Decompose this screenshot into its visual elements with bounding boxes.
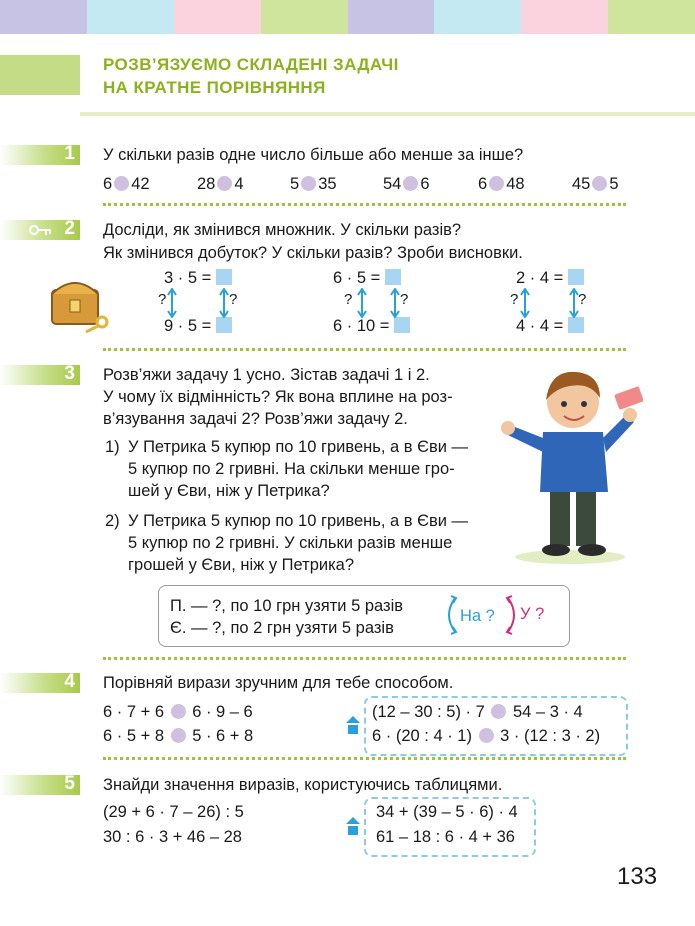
header-stripe <box>521 0 609 34</box>
equation-top: 6 · 5 = <box>333 268 401 289</box>
header-stripe <box>174 0 262 34</box>
expression-compare: (12 – 30 : 5) · 7 54 – 3 · 4 <box>372 703 583 721</box>
dotted-divider <box>103 203 626 206</box>
answer-box[interactable] <box>216 317 232 333</box>
equation-top: 3 · 5 = <box>164 268 232 289</box>
boy-illustration <box>498 360 643 565</box>
answer-box[interactable] <box>568 269 584 285</box>
dotted-divider <box>103 757 626 760</box>
equation-bottom: 6 · 10 = <box>333 316 410 337</box>
equation-bottom: 9 · 5 = <box>164 316 232 337</box>
problem-1-line: шей у Єви, ніж у Петрика? <box>128 482 330 500</box>
page-title <box>103 53 399 99</box>
compare-circle[interactable] <box>217 176 232 191</box>
question-mark: ? <box>344 291 353 308</box>
bracket-arrow-icon <box>441 594 461 636</box>
compare-circle[interactable] <box>479 728 494 743</box>
house-icon <box>345 816 361 836</box>
double-arrow-icon <box>217 288 231 318</box>
note-line-1: П. — ?, по 10 грн узяти 5 разів <box>170 597 404 615</box>
dotted-divider <box>103 657 626 660</box>
compare-circle[interactable] <box>171 728 186 743</box>
expression: 34 + (39 – 5 · 6) · 4 <box>376 803 518 821</box>
compare-circle[interactable] <box>171 704 186 719</box>
expression-compare: 6 · 7 + 6 6 · 9 – 6 <box>103 703 253 721</box>
double-arrow-icon <box>355 288 369 318</box>
header-stripe <box>434 0 522 34</box>
compare-pair: 5 35 <box>290 175 337 193</box>
problem-2-label: 2) <box>105 512 120 530</box>
equation-top: 2 · 4 = <box>516 268 584 289</box>
problem-2-line: У Петрика 5 купюр по 10 гривень, а в Єви — <box>128 512 469 530</box>
task1-text: У скільки разів одне число більше або менше за інше? <box>103 146 524 164</box>
equation-bottom: 4 · 4 = <box>516 316 584 337</box>
answer-box[interactable] <box>216 269 232 285</box>
compare-circle[interactable] <box>592 176 607 191</box>
problem-1-line: 5 купюр по 2 гривні. На скільки менше гро- <box>128 460 455 478</box>
task3-intro-1: Розв’яжи задачу 1 усно. Зістав задачі 1 і 2. <box>103 366 430 384</box>
expression-compare: 6 · (20 : 4 · 1) 3 · (12 : 3 · 2) <box>372 727 601 745</box>
expression-compare: 6 · 5 + 8 5 · 6 + 8 <box>103 727 254 745</box>
double-arrow-icon <box>388 288 402 318</box>
double-arrow-icon <box>165 288 179 318</box>
problem-1-line: У Петрика 5 купюр по 10 гривень, а в Єви — <box>128 438 469 456</box>
task2-line-1: Досліди, як змінився множник. У скільки разів? <box>103 221 462 239</box>
house-icon <box>345 715 361 735</box>
task-number-5: 5 <box>0 775 80 795</box>
compare-circle[interactable] <box>114 176 129 191</box>
title-underline <box>80 112 695 116</box>
header-stripe <box>0 0 88 34</box>
u-label: У ? <box>520 605 545 623</box>
question-mark: ? <box>510 291 519 308</box>
answer-box[interactable] <box>394 317 410 333</box>
task-number-3: 3 <box>0 365 80 385</box>
compare-pair: 6 48 <box>478 175 525 193</box>
expression: 30 : 6 · 3 + 46 – 28 <box>103 828 242 846</box>
compare-pair: 45 5 <box>572 175 619 193</box>
na-label: На ? <box>460 607 495 625</box>
key-icon <box>28 224 52 236</box>
task5-text: Знайди значення виразів, користуючись таблицями. <box>103 776 503 794</box>
task4-text: Порівняй вирази зручним для тебе способом. <box>103 674 454 692</box>
task3-intro-2: У чому їх відмінність? Як вона вплине на роз- <box>103 388 453 406</box>
header-stripe <box>348 0 436 34</box>
title-line-2: НА КРАТНЕ ПОРІВНЯННЯ <box>103 78 326 97</box>
problem-2-line: грошей у Єви, ніж у Петрика? <box>128 556 355 574</box>
page-number: 133 <box>617 863 658 890</box>
task-number-4: 4 <box>0 673 80 693</box>
note-line-2: Є. — ?, по 2 грн узяти 5 разів <box>170 619 394 637</box>
header-stripe <box>261 0 349 34</box>
double-arrow-icon <box>518 288 532 318</box>
header-stripe <box>87 0 175 34</box>
expression: 61 – 18 : 6 · 4 + 36 <box>376 828 515 846</box>
double-arrow-icon <box>567 288 581 318</box>
title-bar <box>0 55 80 95</box>
question-mark: ? <box>229 291 238 308</box>
title-line-1: РОЗВ’ЯЗУЄМО СКЛАДЕНІ ЗАДАЧІ <box>103 55 399 74</box>
compare-pair: 28 4 <box>197 175 244 193</box>
compare-pair: 6 42 <box>103 175 150 193</box>
header-stripe <box>608 0 695 34</box>
task-number-1: 1 <box>0 145 80 165</box>
answer-box[interactable] <box>385 269 401 285</box>
problem-1-label: 1) <box>105 438 120 456</box>
compare-circle[interactable] <box>403 176 418 191</box>
compare-pair: 54 6 <box>383 175 430 193</box>
question-mark: ? <box>400 291 409 308</box>
treasure-chest-icon <box>48 272 116 334</box>
task3-intro-3: в’язування задачі 2? Розв’яжи задачу 2. <box>103 410 408 428</box>
task-number-2: 2 <box>0 220 80 240</box>
question-mark: ? <box>578 291 587 308</box>
question-mark: ? <box>158 291 167 308</box>
dotted-divider <box>103 348 626 351</box>
compare-circle[interactable] <box>491 704 506 719</box>
bracket-arrow-icon <box>502 594 522 636</box>
compare-circle[interactable] <box>489 176 504 191</box>
expression: (29 + 6 · 7 – 26) : 5 <box>103 803 244 821</box>
answer-box[interactable] <box>568 317 584 333</box>
task2-line-2: Як змінився добуток? У скільки разів? Зроби висновки. <box>103 244 523 262</box>
compare-circle[interactable] <box>301 176 316 191</box>
problem-2-line: 5 купюр по 2 гривні. У скільки разів менше <box>128 534 453 552</box>
